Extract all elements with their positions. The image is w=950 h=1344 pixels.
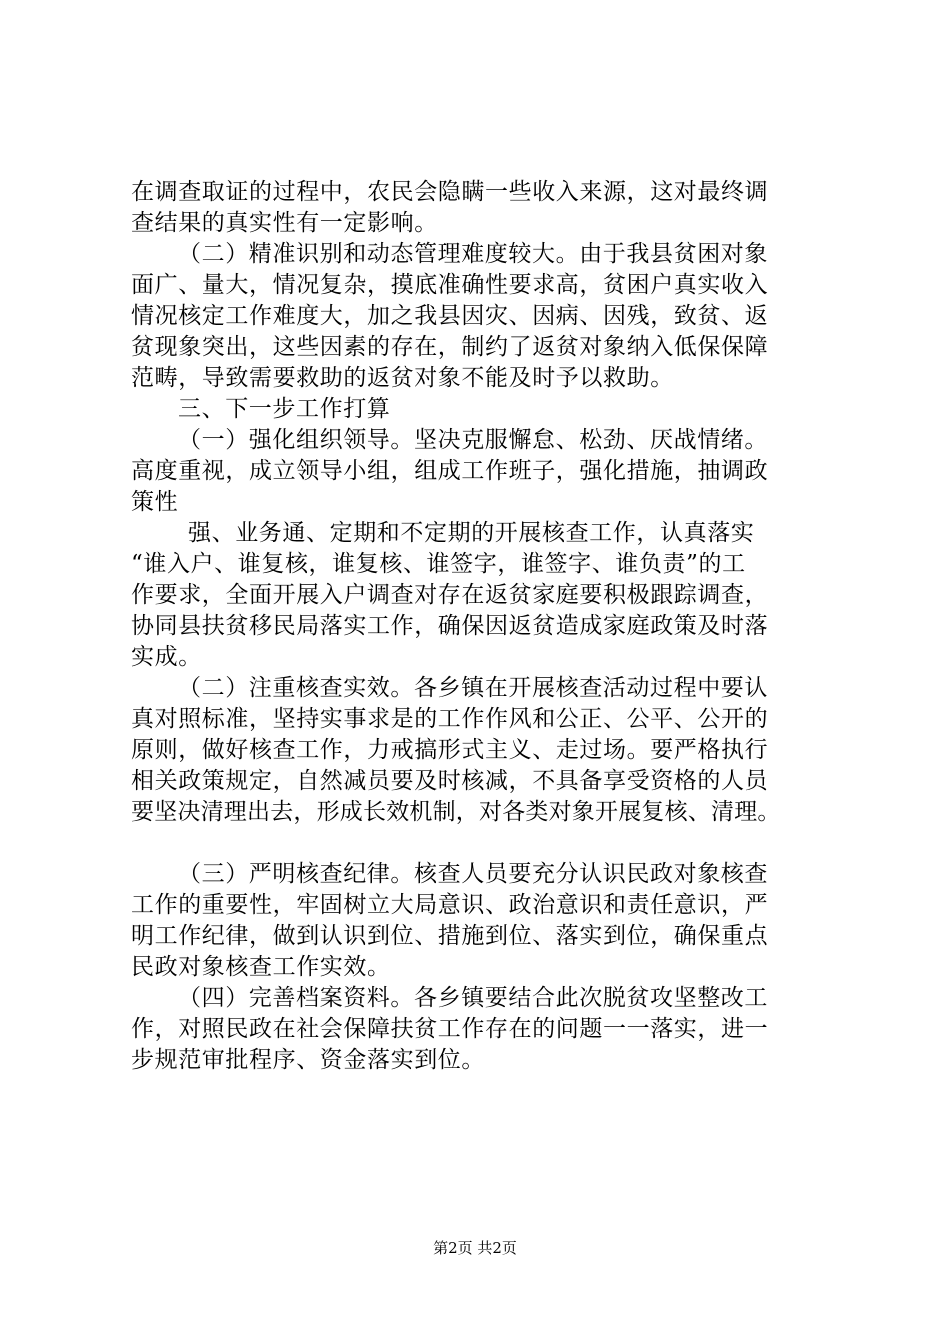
body-line: （一）强化组织领导。坚决克服懈怠、松劲、厌战情绪。 [178, 427, 768, 453]
body-line: 查结果的真实性有一定影响。 [131, 210, 438, 236]
body-line: 情况核定工作难度大，加之我县因灾、因病、因残，致贫、返 [131, 303, 769, 329]
body-line: 要坚决清理出去，形成长效机制，对各类对象开展复核、清理。 [131, 799, 781, 825]
body-line: 作，对照民政在社会保障扶贫工作存在的问题一一落实，进一 [131, 1016, 769, 1042]
body-line: 作要求，全面开展入户调查对存在返贫家庭要积极跟踪调查， [131, 582, 769, 608]
body-line: 面广、量大，情况复杂，摸底准确性要求高，贫困户真实收入 [131, 272, 769, 298]
body-line: 步规范审批程序、资金落实到位。 [131, 1047, 485, 1073]
page-footer: 第2页 共2页 [433, 1239, 517, 1257]
body-line: 在调查取证的过程中，农民会隐瞒一些收入来源，这对最终调 [131, 179, 769, 205]
body-line: 工作的重要性，牢固树立大局意识、政治意识和责任意识，严 [131, 892, 769, 918]
body-line: （二）精准识别和动态管理难度较大。由于我县贫困对象 [178, 241, 768, 267]
body-line: 真对照标准，坚持实事求是的工作作风和公正、公平、公开的 [131, 706, 769, 732]
body-line: 策性 [131, 489, 179, 515]
body-line: 高度重视，成立领导小组，组成工作班子，强化措施，抽调政 [131, 458, 769, 484]
body-line: 原则，做好核查工作，力戒搞形式主义、走过场。要严格执行 [131, 737, 769, 763]
body-line: 明工作纪律，做到认识到位、措施到位、落实到位，确保重点 [131, 923, 769, 949]
body-line: 相关政策规定，自然减员要及时核减，不具备享受资格的人员 [131, 768, 769, 794]
body-line: 范畴，导致需要救助的返贫对象不能及时予以救助。 [131, 365, 674, 391]
body-line: （二）注重核查实效。各乡镇在开展核查活动过程中要认 [178, 675, 768, 701]
body-line: 协同县扶贫移民局落实工作，确保因返贫造成家庭政策及时落 [131, 613, 769, 639]
section-heading: 三、下一步工作打算 [178, 396, 391, 422]
body-line: 民政对象核查工作实效。 [131, 954, 391, 980]
body-line: 贫现象突出，这些因素的存在，制约了返贫对象纳入低保保障 [131, 334, 769, 360]
body-line: （四）完善档案资料。各乡镇要结合此次脱贫攻坚整改工 [178, 985, 768, 1011]
body-line: 实成。 [131, 644, 202, 670]
body-line: 强、业务通、定期和不定期的开展核查工作，认真落实 [188, 520, 755, 546]
body-line: “谁入户、谁复核，谁复核、谁签字，谁签字、谁负责”的工 [131, 551, 746, 577]
body-line: （三）严明核查纪律。核查人员要充分认识民政对象核查 [178, 861, 768, 887]
